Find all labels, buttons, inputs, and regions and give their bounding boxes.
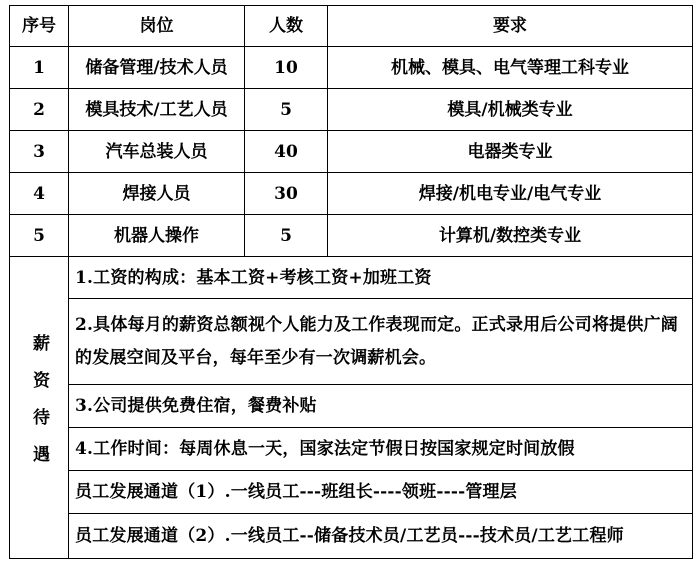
row-no: 4 <box>10 173 69 215</box>
row-no: 2 <box>10 89 69 131</box>
benefit-row <box>10 257 693 299</box>
benefit-item: 2.具体每月的薪资总额视个人能力及工作表现而定。正式录用后公司将提供广阔的发展空间及平台，每年至少有一次调薪机会。 <box>69 299 693 385</box>
row-requirement: 机械、模具、电气等理工科专业 <box>328 47 693 89</box>
benefit-row <box>10 514 693 559</box>
row-requirement: 电器类专业 <box>328 131 693 173</box>
benefit-row <box>10 385 693 428</box>
benefits-label: 薪资待遇 <box>10 257 69 559</box>
row-position: 汽车总装人员 <box>69 131 245 173</box>
header-requirement: 要求 <box>328 6 693 47</box>
benefit-row <box>10 299 693 385</box>
row-count: 40 <box>245 131 328 173</box>
header-row <box>10 6 693 47</box>
table-row <box>10 131 693 173</box>
table-row <box>10 47 693 89</box>
row-no: 5 <box>10 215 69 257</box>
career-path-1: 员工发展通道（1）.一线员工---班组长----领班----管理层 <box>69 471 693 514</box>
benefit-row <box>10 471 693 514</box>
row-no: 1 <box>10 47 69 89</box>
row-requirement: 模具/机械类专业 <box>328 89 693 131</box>
row-count: 30 <box>245 173 328 215</box>
table-row <box>10 173 693 215</box>
row-no: 3 <box>10 131 69 173</box>
row-requirement: 计算机/数控类专业 <box>328 215 693 257</box>
header-position: 岗位 <box>69 6 245 47</box>
row-position: 模具技术/工艺人员 <box>69 89 245 131</box>
row-position: 储备管理/技术人员 <box>69 47 245 89</box>
benefit-item: 3.公司提供免费住宿，餐费补贴 <box>69 385 693 428</box>
row-count: 5 <box>245 89 328 131</box>
row-position: 焊接人员 <box>69 173 245 215</box>
table-row <box>10 215 693 257</box>
row-requirement: 焊接/机电专业/电气专业 <box>328 173 693 215</box>
row-count: 10 <box>245 47 328 89</box>
table-row <box>10 89 693 131</box>
benefit-item: 4.工作时间：每周休息一天，国家法定节假日按国家规定时间放假 <box>69 428 693 471</box>
header-no: 序号 <box>10 6 69 47</box>
row-count: 5 <box>245 215 328 257</box>
benefit-row <box>10 428 693 471</box>
benefit-item: 1.工资的构成：基本工资+考核工资+加班工资 <box>69 257 693 299</box>
header-count: 人数 <box>245 6 328 47</box>
career-path-2: 员工发展通道（2）.一线员工--储备技术员/工艺员---技术员/工艺工程师 <box>69 514 693 559</box>
row-position: 机器人操作 <box>69 215 245 257</box>
recruitment-table <box>9 5 693 559</box>
